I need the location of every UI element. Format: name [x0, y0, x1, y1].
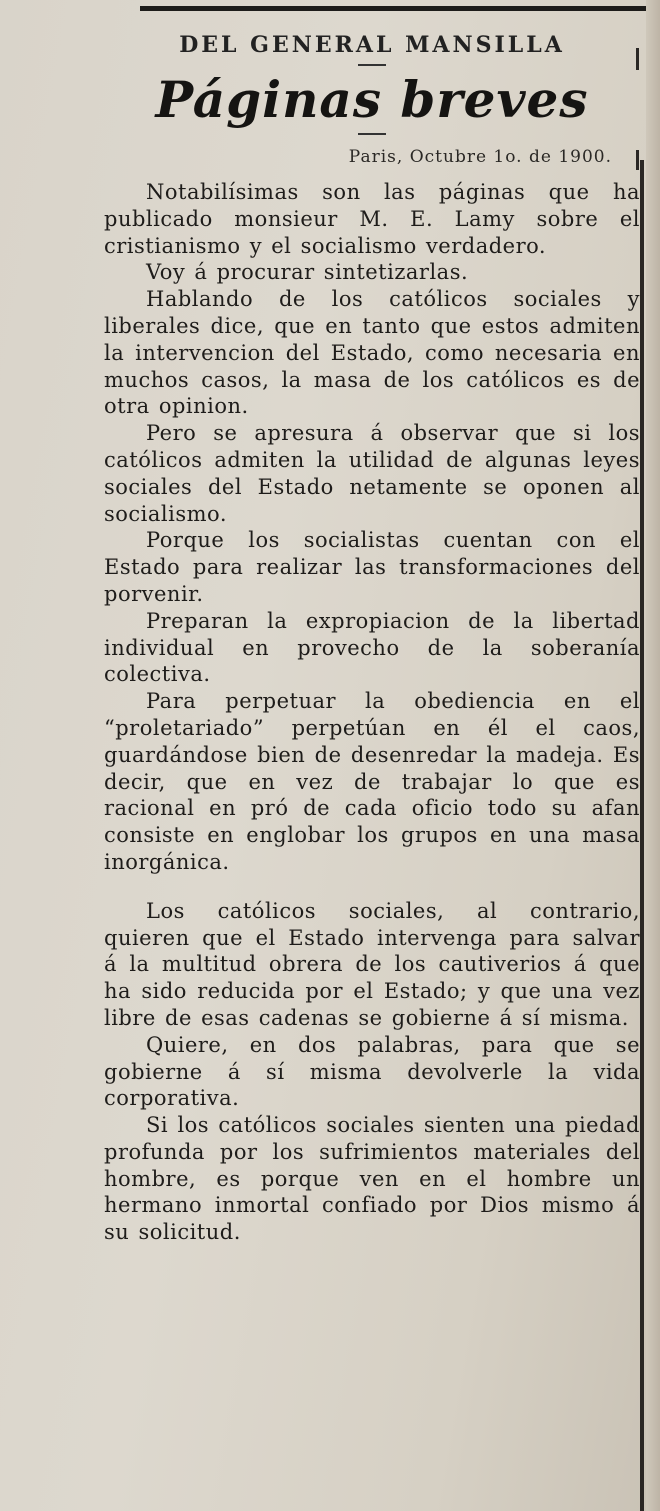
paragraph: Si los católicos sociales sienten una piedad profunda por los sufrimientos materiales del hombre, es porque ven en el hombre un hermano inmortal confiado por Dios mismo á su solicitud. [104, 1113, 640, 1245]
title-rule [358, 133, 386, 135]
article-body [104, 179, 640, 1246]
paragraph: Pero se apresura á observar que si los católicos admiten la utilidad de algunas leyes sociales del Estado netamente se oponen al socialismo. [104, 421, 640, 526]
paragraph: Preparan la expropiacion de la libertad individual en provecho de la soberanía colectiva. [104, 608, 640, 687]
dateline: Paris, Octubre 1o. de 1900. [348, 147, 612, 167]
paragraph: Para perpetuar la obediencia en el “proletariado” perpetúan en él el caos, guardándose bien de desenredar la madeja. Es decir, que en vez de trabajar lo que es racional en pró de cada oficio todo su afan consiste en englobar los grupos en una masa inorgánica. [104, 689, 640, 874]
column-divider [640, 160, 644, 1511]
paragraph: Quiere, en dos palabras, para que se gobierne á sí misma devolverle la vida corporativa. [104, 1032, 640, 1111]
paragraph: Porque los socialistas cuentan con el Estado para realizar las transformaciones del porvenir. [104, 528, 640, 606]
paragraph: Hablando de los católicos sociales y liberales dice, que en tanto que estos admiten la intervencion del Estado, como necesaria en muchos casos, la masa de los católicos es de otra opinion. [104, 287, 640, 419]
paragraph: Los católicos sociales, al contrario, quieren que el Estado intervenga para salvar á la multitud obrera de los cautiverios á que ha sido reducida por el Estado; y que una vez libre de esas cadenas se gobierne á sí misma. [104, 898, 640, 1030]
article-column [104, 18, 640, 1246]
section-heading: DEL GENERAL MANSILLA [179, 32, 565, 58]
paragraph: Notabilísimas son las páginas que ha publicado monsieur M. E. Lamy sobre el cristianismo y el socialismo verdadero. [104, 180, 640, 258]
heading-rule [358, 64, 386, 66]
article-title: Páginas breves [155, 70, 589, 129]
top-border-rule [140, 6, 660, 11]
adjacent-column-edge [646, 0, 660, 1511]
paragraph: Voy á procurar sintetizarlas. [146, 260, 469, 285]
